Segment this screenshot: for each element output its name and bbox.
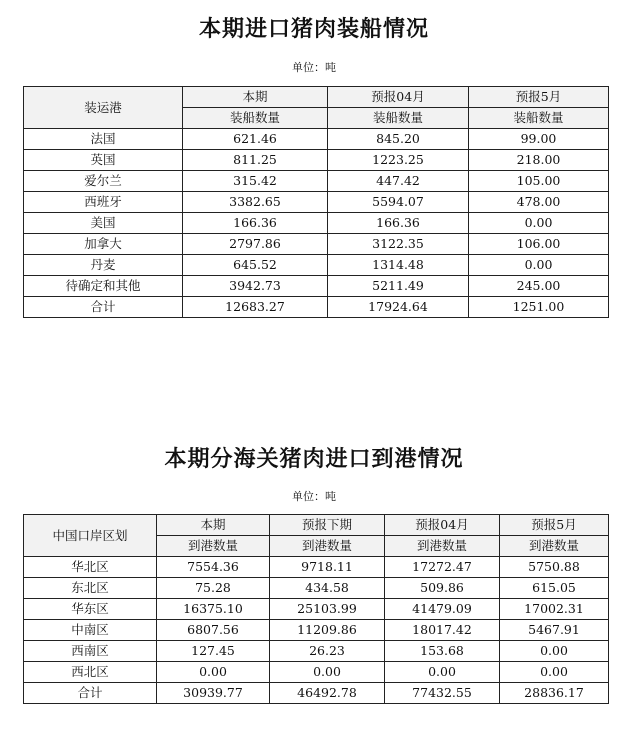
cell-value: 811.25 (183, 150, 328, 171)
cell-value: 478.00 (469, 192, 609, 213)
cell-value: 26.23 (270, 641, 385, 662)
cell-value: 11209.86 (270, 620, 385, 641)
cell-value: 845.20 (328, 129, 469, 150)
cell-value: 645.52 (183, 255, 328, 276)
cell-value: 9718.11 (270, 557, 385, 578)
table-row (24, 620, 609, 641)
cell-value: 17924.64 (328, 297, 469, 318)
header-metric: 装船数量 (328, 108, 469, 129)
shipping-unit-label: 单位：吨 (292, 61, 336, 74)
cell-value: 615.05 (500, 578, 609, 599)
header-port: 装运港 (24, 87, 183, 129)
header-metric: 到港数量 (157, 536, 270, 557)
cell-value: 218.00 (469, 150, 609, 171)
cell-value: 3122.35 (328, 234, 469, 255)
table-row (24, 150, 609, 171)
cell-value: 2797.86 (183, 234, 328, 255)
cell-value: 28836.17 (500, 683, 609, 704)
cell-value: 41479.09 (385, 599, 500, 620)
table-row (24, 683, 609, 704)
row-label: 合计 (24, 683, 157, 704)
cell-value: 30939.77 (157, 683, 270, 704)
table-row (24, 641, 609, 662)
row-label: 法国 (24, 129, 183, 150)
table-row (24, 662, 609, 683)
table-row (24, 276, 609, 297)
cell-value: 6807.56 (157, 620, 270, 641)
header-period: 本期 (157, 515, 270, 536)
arrival-unit-label: 单位：吨 (292, 490, 336, 503)
cell-value: 509.86 (385, 578, 500, 599)
cell-value: 5467.91 (500, 620, 609, 641)
shipping-table (23, 86, 609, 318)
table-row (24, 255, 609, 276)
arrival-table (23, 514, 609, 704)
cell-value: 77432.55 (385, 683, 500, 704)
table-row (24, 129, 609, 150)
row-label: 华北区 (24, 557, 157, 578)
header-metric: 到港数量 (500, 536, 609, 557)
table-row (24, 599, 609, 620)
header-metric: 到港数量 (270, 536, 385, 557)
row-label: 西班牙 (24, 192, 183, 213)
cell-value: 166.36 (183, 213, 328, 234)
row-label: 合计 (24, 297, 183, 318)
cell-value: 106.00 (469, 234, 609, 255)
row-label: 美国 (24, 213, 183, 234)
cell-value: 16375.10 (157, 599, 270, 620)
cell-value: 0.00 (500, 641, 609, 662)
cell-value: 127.45 (157, 641, 270, 662)
cell-value: 245.00 (469, 276, 609, 297)
cell-value: 0.00 (157, 662, 270, 683)
cell-value: 46492.78 (270, 683, 385, 704)
table-row (24, 234, 609, 255)
table-row (24, 578, 609, 599)
row-label: 西南区 (24, 641, 157, 662)
cell-value: 434.58 (270, 578, 385, 599)
cell-value: 153.68 (385, 641, 500, 662)
cell-value: 12683.27 (183, 297, 328, 318)
cell-value: 5211.49 (328, 276, 469, 297)
header-region: 中国口岸区划 (24, 515, 157, 557)
header-metric: 装船数量 (469, 108, 609, 129)
cell-value: 166.36 (328, 213, 469, 234)
cell-value: 0.00 (500, 662, 609, 683)
cell-value: 17002.31 (500, 599, 609, 620)
header-period: 预报5月 (500, 515, 609, 536)
row-label: 东北区 (24, 578, 157, 599)
shipping-table-title: 本期进口猪肉装船情况 (198, 17, 429, 42)
table-row (24, 171, 609, 192)
header-period: 预报04月 (385, 515, 500, 536)
header-period: 本期 (183, 87, 328, 108)
header-period: 预报5月 (469, 87, 609, 108)
table-row (24, 297, 609, 318)
header-metric: 装船数量 (183, 108, 328, 129)
arrival-table-title: 本期分海关猪肉进口到港情况 (164, 447, 464, 472)
cell-value: 621.46 (183, 129, 328, 150)
cell-value: 1223.25 (328, 150, 469, 171)
cell-value: 7554.36 (157, 557, 270, 578)
row-label: 爱尔兰 (24, 171, 183, 192)
cell-value: 0.00 (270, 662, 385, 683)
cell-value: 18017.42 (385, 620, 500, 641)
row-label: 华东区 (24, 599, 157, 620)
cell-value: 105.00 (469, 171, 609, 192)
cell-value: 1314.48 (328, 255, 469, 276)
row-label: 丹麦 (24, 255, 183, 276)
cell-value: 1251.00 (469, 297, 609, 318)
header-period: 预报04月 (328, 87, 469, 108)
table-row (24, 557, 609, 578)
cell-value: 5750.88 (500, 557, 609, 578)
cell-value: 0.00 (469, 255, 609, 276)
cell-value: 3382.65 (183, 192, 328, 213)
row-label: 西北区 (24, 662, 157, 683)
header-metric: 到港数量 (385, 536, 500, 557)
cell-value: 0.00 (469, 213, 609, 234)
row-label: 英国 (24, 150, 183, 171)
cell-value: 0.00 (385, 662, 500, 683)
cell-value: 447.42 (328, 171, 469, 192)
row-label: 待确定和其他 (24, 276, 183, 297)
cell-value: 17272.47 (385, 557, 500, 578)
cell-value: 3942.73 (183, 276, 328, 297)
header-period: 预报下期 (270, 515, 385, 536)
row-label: 加拿大 (24, 234, 183, 255)
row-label: 中南区 (24, 620, 157, 641)
cell-value: 5594.07 (328, 192, 469, 213)
table-row (24, 192, 609, 213)
cell-value: 25103.99 (270, 599, 385, 620)
cell-value: 99.00 (469, 129, 609, 150)
cell-value: 315.42 (183, 171, 328, 192)
table-row (24, 213, 609, 234)
cell-value: 75.28 (157, 578, 270, 599)
